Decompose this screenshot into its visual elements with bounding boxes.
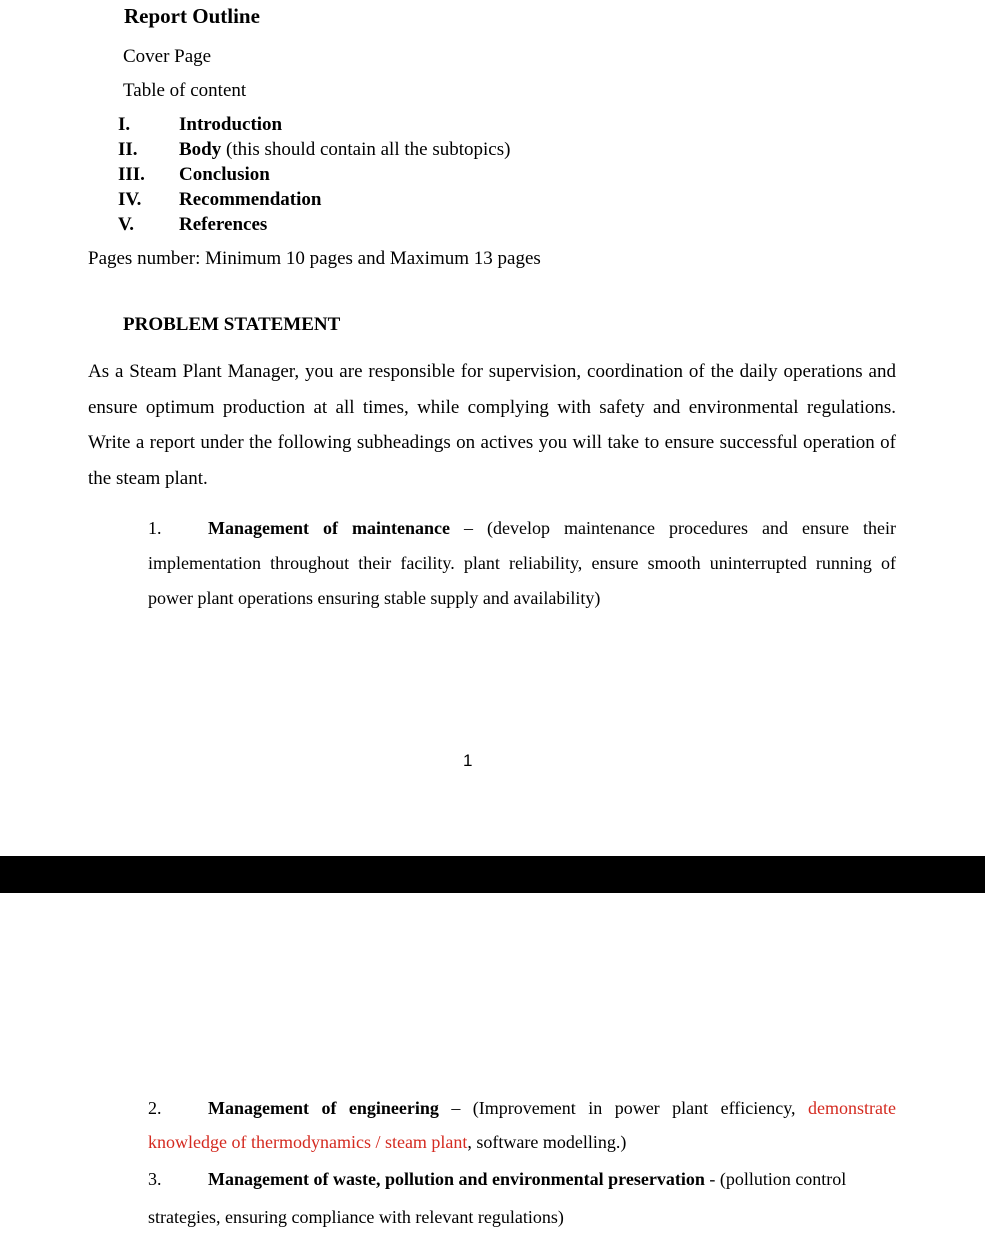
toc-numeral: I. (118, 114, 131, 135)
cover-page-label: Cover Page (123, 46, 212, 67)
list-item-number: 2. (148, 1098, 162, 1118)
toc-item-references: References (179, 214, 268, 235)
list-item-waste (148, 1160, 896, 1236)
problem-statement-paragraph: As a Steam Plant Manager, you are responsible for supervision, coordination of the daily operations and ensure optimum production at all times, while complying with safety and environmental regulations. Write a report under the following subheadings on actives you will take to ensure successful operation of the steam plant. (88, 361, 896, 490)
toc-numeral: IV. (118, 189, 142, 210)
page-break-bar (0, 856, 985, 893)
list-item-text: – (Improvement in power plant efficiency, (438, 1098, 809, 1118)
pages-number-note: Pages number: Minimum 10 pages and Maximum 13 pages (88, 248, 541, 269)
problem-statement-heading: PROBLEM STATEMENT (123, 314, 341, 335)
list-item-number: 3. (148, 1169, 162, 1189)
list-item-maintenance (148, 511, 896, 616)
table-of-content-label: Table of content (123, 80, 247, 101)
list-item-title: Management of engineering (208, 1098, 439, 1118)
list-item-text: - (pollution control strategies, ensuring compliance with relevant regulations) (148, 1169, 847, 1227)
toc-numeral: V. (118, 214, 135, 235)
list-item-text: , software modelling.) (467, 1132, 627, 1152)
list-item-number: 1. (148, 518, 162, 538)
toc-numeral: II. (118, 139, 138, 160)
toc-item-body: Body (this should contain all the subtopics) (179, 139, 511, 160)
list-item-title: Management of maintenance (208, 518, 451, 538)
toc-item-introduction: Introduction (179, 114, 283, 135)
page-number: 1 (463, 751, 473, 770)
toc-numeral: III. (118, 164, 145, 185)
list-item-engineering (148, 1091, 896, 1159)
report-outline-title: Report Outline (124, 4, 260, 28)
list-item-title: Management of waste, pollution and environmental preservation (208, 1169, 705, 1189)
highlighted-text: demonstrate knowledge of thermodynamics / steam plant (148, 1098, 896, 1152)
toc-item-recommendation: Recommendation (179, 189, 322, 210)
list-item-text: – (develop maintenance procedures and ensure their implementation throughout their facility. plant reliability, ensure smooth uninterrupted running of power plant operations ensuring stable supply and availability) (148, 518, 896, 608)
toc-item-conclusion: Conclusion (179, 164, 270, 185)
